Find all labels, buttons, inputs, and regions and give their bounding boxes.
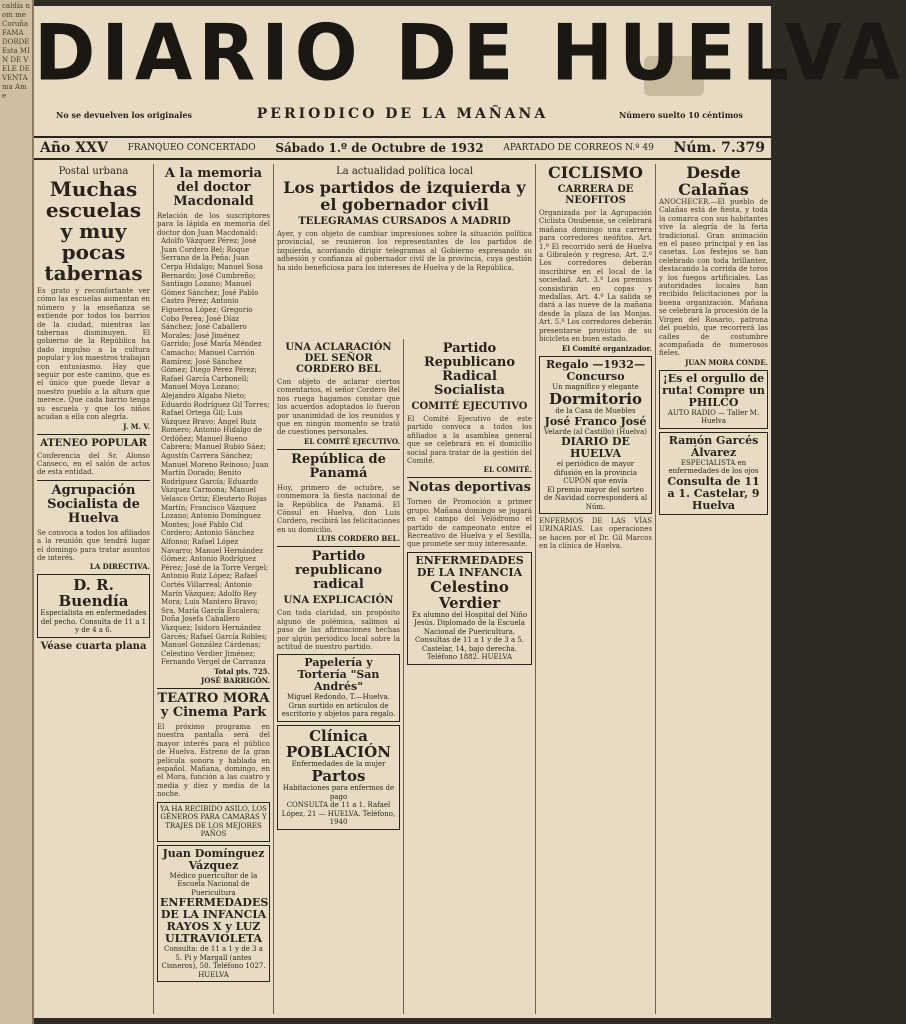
ciclismo-sub: CARRERA DE NEOFITOS (557, 184, 634, 206)
regalo-sub: Un magnífico y elegante (552, 382, 639, 391)
agrupacion-body: Se convoca a todos los afiliados a la reunión que tendrá lugar el domingo para tratar asuntos de interés. (37, 528, 150, 562)
garces-foot: Consulta de 11 a 1. Castelar, 9 Huelva (667, 474, 760, 512)
clinica-foot: CONSULTA de 11 a 1. Rafael López, 21 — HUELVA. Teléfono, 1940 (281, 801, 396, 827)
deportivas-title: Notas deportivas (407, 480, 532, 496)
note-right: Número suelto 10 céntimos (618, 110, 744, 120)
col5-foot: ENFERMOS DE LAS VÍAS URINARIAS. Las operaciones se hacen por el Dr. Gil Marcos en la clínica de Huelva. (539, 517, 652, 551)
regalo-title: Regalo —1932— Concurso (546, 357, 645, 383)
col1-body: Es grato y reconfortante ver cómo las escuelas aumentan en número y la enseñanza se extiende por todos los barrios de la ciudad, mientras las tabernas disminuyen. El gobierno de la República ha dado impulso a la cultura popular y los maestros trabajan con entusiasmo. Hay que seguir por este camino, que es el único que puede llevar a nuestro pueblo a la altura que merece. Que cada barrio tenga su escuela y que los niños acudan a ella con alegría. (37, 287, 150, 422)
column-4 (404, 339, 536, 1014)
column-3 (274, 339, 404, 1014)
dominguez-body: Médico puericultor de la Escuela Nacional de Puericultura (169, 871, 258, 897)
teatro-title: TEATRO MORA y Cinema Park (157, 690, 270, 720)
aclaracion-sig: EL COMITÉ EJECUTIVO. (304, 436, 400, 446)
verdier-foot: Castelar, 14, bajo derecha. Teléfono 1882. HUELVA (421, 644, 518, 662)
radical-body: Con toda claridad, sin propósito alguno de polémica, salimos al paso de las afirmaciones hechas por algún periódico local sobre la actitud de nuestro partido. (277, 609, 400, 651)
deportivas-body: Torneo de Promoción a primer grupo. Mañana domingo se jugará en el campo del Velódromo el partido de campeonato entre el Recreativo de Huelva y el Sevilla, que promete ser muy interesante. (407, 498, 532, 549)
regalo-big: Dormitorio (548, 390, 643, 408)
calanas-body: ANOCHECER.—El pueblo de Calañas está de fiesta, y toda la comarca con sus habitantes vive la alegría de la feria tradicional. Gran animación en el paseo principal y en las casetas. Los festejos se han celebrado con toda brillantez, destacando la corrida de toros y los fuegos artificiales. Las autoridades locales han recibido felicitaciones por la buena organización. Mañana se celebrará la procesión de la Virgen del Rosario, patrona del pueblo, que recorrerá las calles de costumbre acompañada de numerosos fieles. (659, 198, 768, 358)
political-sub1: TELEGRAMAS CURSADOS A MADRID (298, 216, 511, 227)
verdier-body: Ex alumno del Hospital del Niño Jesús. Diplomado de la Escuela Nacional de Puericultura. Consultas de 11 a 1 y de 3 a 5. (411, 610, 528, 645)
clinica-body2: Habitaciones para enfermos de pago (282, 784, 395, 801)
col1-title: Muchas escuelas y muy pocas tabernas (44, 177, 143, 285)
macdonald-sig: JOSÉ BARRIGÓN. (201, 675, 270, 685)
radical-sub: UNA EXPLICACIÓN (283, 595, 394, 607)
aclaracion-title: UNA ACLARACIÓN DEL SEÑOR CORDERO BEL (285, 342, 392, 375)
dominguez-big: ENFERMEDADES DE LA INFANCIA RAYOS X y LUZ ULTRAVIOLETA (160, 896, 269, 946)
issue-year: Año XXV (40, 140, 108, 156)
garces-name: Ramón Garcés Álvarez (668, 433, 759, 459)
col1-signature: J. M. V. (123, 421, 150, 431)
panama-sig: LUIS CORDERO BEL. (316, 534, 400, 544)
prrs-title: Partido Republicano Radical Socialista (423, 341, 516, 398)
column-1 (34, 164, 154, 1014)
spine-text: caldía nom me Coruña FAMA DORDE Esta MIN DE VELE DE VENTA ma Ame (2, 2, 30, 100)
political-title: Los partidos de izquierda y el gobernador civil (283, 178, 526, 214)
regalo-owner: José Franco José (544, 414, 647, 428)
buendia-body: Especialista en enfermedades del pecho. Consulta de 11 a 1 y de 4 a 6. (40, 609, 147, 635)
political-kicker: La actualidad política local (336, 166, 473, 177)
column-5 (536, 164, 656, 1014)
ateneo-body: Conferencia del Sr. Alonso Canseco, en el salón de actos de esta entidad. (37, 451, 150, 477)
philco-ad (659, 370, 768, 429)
buendia-ad (37, 574, 150, 638)
issue-date: Sábado 1.º de Octubre de 1932 (275, 141, 484, 155)
asilo-ad (157, 802, 270, 842)
political-headline-area (274, 164, 536, 339)
papeleria-body: Miguel Redondo, T.—Huelva. Gran surtido en artículos de escritorio y objetos para regalo. (281, 693, 396, 719)
regalo-ad (539, 356, 652, 515)
dominguez-name: Juan Domínguez Vázquez (162, 846, 265, 872)
buendia-name: D. R. Buendía (58, 576, 129, 611)
newspaper-page (34, 6, 906, 1018)
agrupacion-title: Agrupación Socialista de Huelva (47, 482, 140, 526)
clinica-ad (277, 725, 400, 830)
regalo-body: de la Casa de Muebles (555, 407, 636, 415)
political-body1: Ayer, y con objeto de cambiar impresiones sobre la situación política provincial, se reunieron los representantes de los partidos de izquierda, acordando dirigir telegramas al Gobierno expresando su adhesión y confianza al gobernador civil de la provincia, cuya gestión ha sido beneficiosa para los intereses de Huelva y de la República. (277, 230, 532, 272)
macdonald-total: Total pts. 725. (214, 666, 270, 676)
cupon-label: CUPÓN que envía (563, 477, 628, 485)
cupon-body: El premio mayor del sorteo de Navidad corresponderá al (543, 485, 648, 502)
philco-title: ¡Es el orgullo de ruta! Compre un PHILCO (662, 371, 765, 409)
col1-footer: Véase cuarta plana (40, 640, 147, 652)
dominguez-foot: Consulta: de 11 a 1 y de 3 a 5. Pi y Margall (antes Cisneros), 50. Teléfono 1027. HUELVA (161, 945, 266, 979)
macdonald-names: Adolfo Vázquez Pérez; José Juan Cordero Bel; Roque Serrano de la Peña; Juan Cerpa Hidalgo; Manuel Sosa Bernardo; José Cumbreño; Santiago Lozano; Manuel Gómez Sánchez; José Pablo Castro Pérez; Antonio Figueroa López; Gregorio Cobo Perea; José Díaz Sánchez; José Caballero Morales; José Jiménez Garrido; José María Méndez Camacho; Manuel Carrión Ramírez; José Sánchez Gómez; Diego Pérez Pérez; Rafael García Carbonell; Manuel Moya Lozano; Alejandro Algaba Nieto; Eduardo Rodríguez Gil Torres; Rafael Ortega Gil; Luis Vázquez Bravo; Ángel Ruiz Romero; Antonio Hidalgo de Ordóñez; Manuel Bueno Cabrera; Manuel Rubio Sáez; Agustín Carrera Sánchez; Manuel Moreno Reinoso; Juan Martín Dorado; Benito Rodríguez García; Eduardo Vázquez Carmona; Manuel Velasco Ortiz; Eleuterio Rojas Martín; Francisco Vázquez Lozano; Antonio Domínguez Montes; José Pablo Cid Cordero; Antonio Sánchez Alfonso; Rafael López Navarro; Manuel Hernández Gómez; Antonio Rodríguez Pérez; José de la Torre Vergel; Antonio Ruiz López; Rafael Cortés Villarreal; Antonio Marín Vázquez; Adolfo Rey Mora; Luis Mantero Bravo; Sra. María García Escalera; Doña Josefa Caballero Vázquez; Isidoro Hernández Garcés; Rafael García Robles; Manuel González Cárdenas; Celestino Verdier Jiménez; Fernando Vergel de Carranza (161, 237, 270, 667)
ciclismo-title: CICLISMO (548, 163, 643, 182)
regalo-paper: DIARIO DE HUELVA (561, 435, 630, 460)
verdier-name: Celestino Verdier (430, 577, 509, 612)
column-2 (154, 164, 274, 1014)
asilo-text: YA HA RECIBIDO ASILO, LOS GÉNEROS PARA CAMARAS Y TRAJES DE LOS MEJORES PAÑOS (160, 804, 267, 839)
adjacent-page-spine (0, 0, 34, 1024)
ciclismo-sig: El Comité organizador. (562, 343, 652, 353)
ciclismo-body: Organizada por la Agrupación Ciclista Onubense, se celebrará mañana domingo una carrera para corredores neófitos. Art. 1.º El recorrido será de Huelva a Gibraleón y regreso. Art. 2.º Los corredores deberán inscribirse en el local de la sociedad. Art. 3.º Los premios consistirán en copas y medallas. Art. 4.º La salida se dará a las nueve de la mañana desde la plaza de las Monjas. Art. 5.º Los corredores deberán presentarse provistos de su bicicleta en buen estado. (539, 209, 652, 344)
aclaracion-body: Con objeto de aclarar ciertos comentarios, el señor Cordero Bel nos ruega hagamos constar que los acuerdos adoptados lo fueron por unanimidad de los reunidos y que en ningún momento se trató de cuestiones personales. (277, 378, 400, 437)
dominguez-ad (157, 845, 270, 983)
masthead-subtitle: PERIODICO DE LA MAÑANA (256, 106, 549, 122)
col1-kicker: Postal urbana (58, 166, 129, 177)
verdier-ad (407, 552, 532, 665)
agrupacion-sig: LA DIRECTIVA. (89, 562, 150, 572)
prrs-body: El Comité Ejecutivo de este partido convoca a todos los afiliados a la asamblea general que se celebrará en el domicilio social para tratar de la gestión del Comité. (407, 415, 532, 466)
garces-sub: ESPECIALISTA en enfermedades de los ojos (668, 458, 759, 476)
garces-ad (659, 432, 768, 515)
calanas-title: Desde Calañas (678, 163, 749, 199)
column-6 (656, 164, 771, 1014)
macdonald-body: Relación de los suscriptores para la lápida en memoria del doctor don Juan Macdonald: (157, 212, 270, 237)
regalo-addr: Velarde (al Castillo) (Huelva) (544, 427, 647, 436)
regalo-paper-sub: el periódico de mayor difusión en la provincia (553, 460, 638, 477)
panama-body: Hoy, primero de octubre, se conmemora la fiesta nacional de la República de Panamá. El Cónsul en Huelva, don Luis Cordero, recibirá las felicitaciones en su domicilio. (277, 483, 400, 534)
info-bar (34, 136, 771, 160)
ateneo-title: ATENEO POPULAR (40, 437, 147, 449)
calanas-sig: JUAN MORA CONDE. (685, 357, 768, 367)
philco-body: AUTO RADIO — Taller M. Huelva (667, 408, 760, 426)
apartado: APARTADO DE CORREOS N.º 49 (503, 143, 654, 153)
panama-title: República de Panamá (291, 451, 386, 481)
clinica-body: Enfermedades de la mujer (291, 759, 386, 768)
verdier-title: ENFERMEDADES DE LA INFANCIA (415, 553, 524, 579)
cupon-num: Núm. (585, 502, 606, 511)
prrs-sig: EL COMITÉ. (483, 465, 532, 475)
radical-title: Partido republicano radical (294, 549, 383, 593)
papeleria-ad (277, 654, 400, 722)
teatro-body: El próximo programa en nuestra pantalla será del mayor interés para el público de Huelva. Estreno de la gran película sonora y hablada en español. Mañana, domingo, en el Mora, función a las cuatro y media y diez y media de la noche. (157, 722, 270, 799)
clinica-title: Clínica POBLACIÓN (286, 726, 391, 761)
prrs-sub: COMITÉ EJECUTIVO (411, 401, 528, 412)
masthead-title: DIARIO DE HUELVA (34, 7, 906, 99)
clinica-big: Partos (311, 767, 366, 786)
issue-number: Núm. 7.379 (673, 140, 765, 156)
note-left: No se devuelven los originales (56, 110, 192, 120)
macdonald-title: A la memoria del doctor Macdonald (164, 166, 263, 209)
franqueo: FRANQUEO CONCERTADO (127, 143, 256, 153)
papeleria-title: Papelería y Tortería "San Andrés" (297, 656, 380, 694)
